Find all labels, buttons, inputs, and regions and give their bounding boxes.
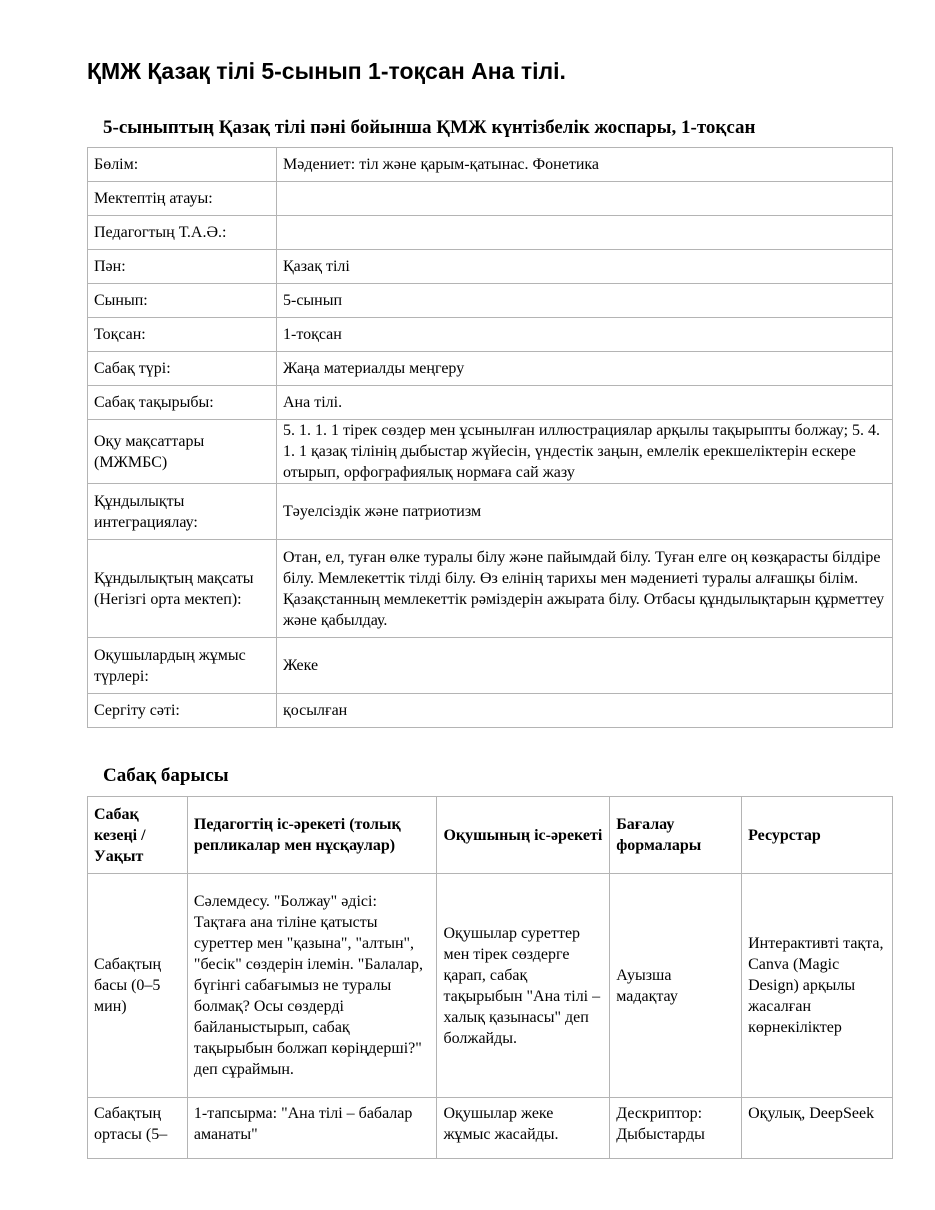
- table-row: [88, 484, 893, 540]
- header-stage: Сабақ кезеңі / Уақыт: [88, 797, 188, 874]
- row-value: қосылған: [277, 694, 893, 728]
- teacher-activity-cell: 1-тапсырма: "Ана тілі – бабалар аманаты": [187, 1098, 437, 1159]
- header-assessment: Бағалау формалары: [610, 797, 742, 874]
- row-value: Мәдениет: тіл және қарым-қатынас. Фонетика: [277, 148, 893, 182]
- row-value: Жаңа материалды меңгеру: [277, 352, 893, 386]
- row-label: Бөлім:: [88, 148, 277, 182]
- table-row: [88, 694, 893, 728]
- row-value: 5-сынып: [277, 284, 893, 318]
- assessment-cell: Дескриптор: Дыбыстарды: [610, 1098, 742, 1159]
- lesson-info-table: [87, 147, 893, 728]
- table-row: [88, 1098, 893, 1159]
- table-row: [88, 318, 893, 352]
- row-value: [277, 216, 893, 250]
- table-row: [88, 250, 893, 284]
- row-label: Құндылықтың мақсаты (Негізгі орта мектеп):: [88, 540, 277, 638]
- table-row: [88, 182, 893, 216]
- row-label: Құндылықты интеграциялау:: [88, 484, 277, 540]
- table-row: [88, 420, 893, 484]
- table-row: [88, 284, 893, 318]
- resources-cell: Оқулық, DeepSeek: [742, 1098, 893, 1159]
- row-label: Сергіту сәті:: [88, 694, 277, 728]
- row-value: 5. 1. 1. 1 тірек сөздер мен ұсынылған иллюстрациялар арқылы тақырыпты болжау; 5. 4. 1. 1 қазақ тілінің дыбыстар жүйесін, үндестік заңын, емлелік ерекшеліктерін ескере отырып, орфографиялық нормаға сай жазу: [277, 420, 893, 484]
- row-label: Сабақ түрі:: [88, 352, 277, 386]
- teacher-activity-cell: Сәлемдесу. "Болжау" әдісі: Тақтаға ана тіліне қатысты суреттер мен "қазына", "алтын", "бесік" сөздерін ілемін. "Балалар, бүгінгі сабағымыз не туралы болмақ? Осы сөздерді байланыстырып, сабақ тақырыбын болжап көріңдерші?" деп сұраймын.: [187, 874, 437, 1098]
- row-label: Пән:: [88, 250, 277, 284]
- table-row: [88, 352, 893, 386]
- row-value: Қазақ тілі: [277, 250, 893, 284]
- lesson-progress-table: [87, 796, 893, 1159]
- header-student-activity: Оқушының іс-әрекеті: [437, 797, 610, 874]
- row-label: Сабақ тақырыбы:: [88, 386, 277, 420]
- table-row: [88, 540, 893, 638]
- stage-cell: Сабақтың ортасы (5–: [88, 1098, 188, 1159]
- table-row: [88, 874, 893, 1098]
- row-value: Ана тілі.: [277, 386, 893, 420]
- row-value: 1-тоқсан: [277, 318, 893, 352]
- stage-cell: Сабақтың басы (0–5 мин): [88, 874, 188, 1098]
- plan-title: 5-сыныптың Қазақ тілі пәні бойынша ҚМЖ күнтізбелік жоспары, 1-тоқсан: [103, 117, 756, 138]
- table-header-row: [88, 797, 893, 874]
- resources-cell: Интерактивті тақта, Canva (Magic Design) арқылы жасалған көрнекіліктер: [742, 874, 893, 1098]
- table-row: [88, 148, 893, 182]
- student-activity-cell: Оқушылар жеке жұмыс жасайды.: [437, 1098, 610, 1159]
- header-teacher-activity: Педагогтің іс-әрекеті (толық репликалар мен нұсқаулар): [187, 797, 437, 874]
- row-value: Отан, ел, туған өлке туралы білу және пайымдай білу. Туған елге оң көзқарасты білдіре білу. Мемлекеттік тілді білу. Өз елінің тарихы мен мәдениеті туралы алғашқы білім. Қазақстанның мемлекеттік рәміздерін ажырата білу. Отбасы құндылықтарын құрметтеу және қабылдау.: [277, 540, 893, 638]
- table-row: [88, 638, 893, 694]
- student-activity-cell: Оқушылар суреттер мен тірек сөздерге қарап, сабақ тақырыбын "Ана тілі – халық қазынасы" деп болжайды.: [437, 874, 610, 1098]
- header-resources: Ресурстар: [742, 797, 893, 874]
- row-label: Оқу мақсаттары (МЖМБС): [88, 420, 277, 484]
- row-value: Жеке: [277, 638, 893, 694]
- row-label: Сынып:: [88, 284, 277, 318]
- row-value: Тәуелсіздік және патриотизм: [277, 484, 893, 540]
- page-title: ҚМЖ Қазақ тілі 5-сынып 1-тоқсан Ана тілі.: [87, 58, 566, 84]
- row-label: Оқушылардың жұмыс түрлері:: [88, 638, 277, 694]
- table-row: [88, 386, 893, 420]
- row-label: Мектептің атауы:: [88, 182, 277, 216]
- assessment-cell: Ауызша мадақтау: [610, 874, 742, 1098]
- row-label: Педагогтың Т.А.Ә.:: [88, 216, 277, 250]
- row-label: Тоқсан:: [88, 318, 277, 352]
- table-row: [88, 216, 893, 250]
- lesson-progress-title: Сабақ барысы: [103, 765, 229, 786]
- row-value: [277, 182, 893, 216]
